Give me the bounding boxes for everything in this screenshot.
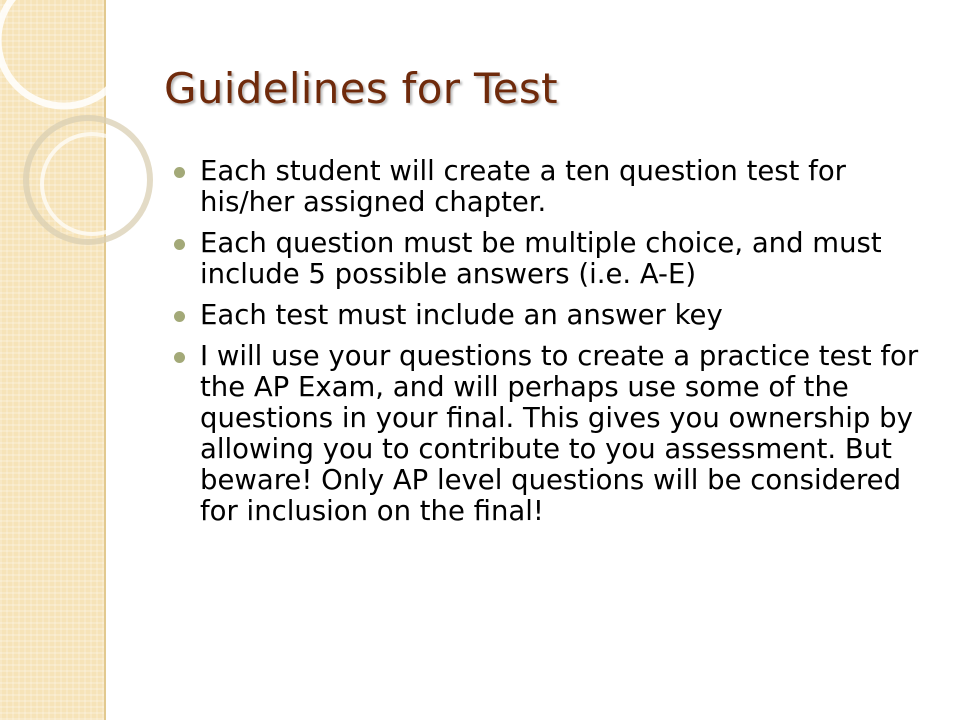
bullet-text: Each test must include an answer key (200, 299, 723, 331)
bullet-dot-icon (174, 239, 185, 250)
bullet-text: Each student will create a ten question test for his/her assigned chapter. (200, 155, 846, 218)
decorative-circles-icon (0, 0, 200, 330)
bullet-dot-icon (174, 311, 185, 322)
bullet-item (174, 228, 944, 290)
bullet-text: Each question must be multiple choice, and must include 5 possible answers (i.e. A-E) (200, 227, 882, 290)
bullet-text: I will use your questions to create a practice test for the AP Exam, and will perhaps use some of the questions in your final. This gives you ownership by allowing you to contribute to you assessment. But beware! Only AP level questions will be considered for inclusion on the final! (200, 340, 919, 527)
bullet-item (174, 156, 944, 218)
decor-circle-inner (42, 134, 142, 234)
bullet-list (174, 156, 944, 537)
bullet-dot-icon (174, 167, 185, 178)
slide-title: Guidelines for Test (164, 64, 558, 113)
decor-circle-top (0, 0, 130, 106)
bullet-item (174, 341, 944, 527)
decor-circle-large (26, 118, 150, 242)
bullet-item (174, 300, 944, 331)
bullet-dot-icon (174, 352, 185, 363)
